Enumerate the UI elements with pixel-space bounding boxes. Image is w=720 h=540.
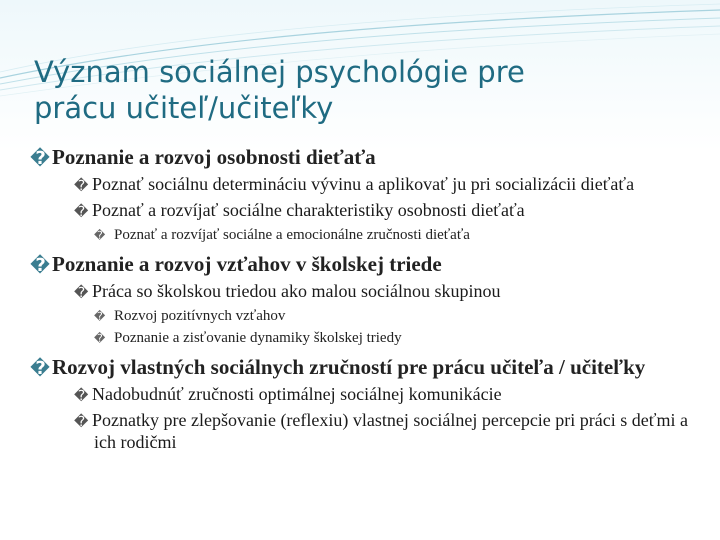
list-item: � Poznať sociálnu determináciu vývinu a aplikovať ju pri socializácii dieťaťa [74, 174, 635, 194]
sub-list-item: � Rozvoj pozitívnych vzťahov [94, 308, 286, 324]
bullet-icon: � [30, 148, 51, 169]
section-heading: �Poznanie a rozvoj vzťahov v školskej triede [30, 252, 442, 276]
bullet-icon: � [74, 204, 89, 220]
slide-content [30, 146, 700, 456]
sub-list-item: � Poznanie a zisťovanie dynamiky školskej triedy [94, 330, 402, 346]
slide-title [34, 54, 694, 126]
bullet-icon: � [74, 285, 89, 301]
section-heading: �Poznanie a rozvoj osobnosti dieťaťa [30, 145, 376, 169]
bullet-icon: � [94, 332, 106, 345]
bullet-icon: � [74, 388, 89, 404]
list-item: � Poznatky pre zlepšovanie (reflexiu) vlastnej sociálnej percepcie pri práci s deťmi a ich rodičmi [74, 410, 688, 452]
title-line-2: prácu učiteľ/učiteľky [34, 91, 334, 125]
title-line-1: Význam sociálnej psychológie pre [34, 55, 525, 89]
bullet-icon: � [74, 414, 89, 430]
sub-list-item: � Poznať a rozvíjať sociálne a emocionálne zručnosti dieťaťa [94, 227, 470, 243]
bullet-icon: � [94, 310, 106, 323]
section-heading: �Rozvoj vlastných sociálnych zručností pre prácu učiteľa / učiteľky [30, 355, 646, 379]
list-item: � Nadobudnúť zručnosti optimálnej sociálnej komunikácie [74, 384, 502, 404]
bullet-icon: � [94, 229, 106, 242]
list-item: � Poznať a rozvíjať sociálne charakteristiky osobnosti dieťaťa [74, 200, 525, 220]
bullet-icon: � [30, 358, 51, 379]
list-item: � Práca so školskou triedou ako malou sociálnou skupinou [74, 281, 501, 301]
bullet-icon: � [30, 255, 51, 276]
bullet-icon: � [74, 178, 89, 194]
